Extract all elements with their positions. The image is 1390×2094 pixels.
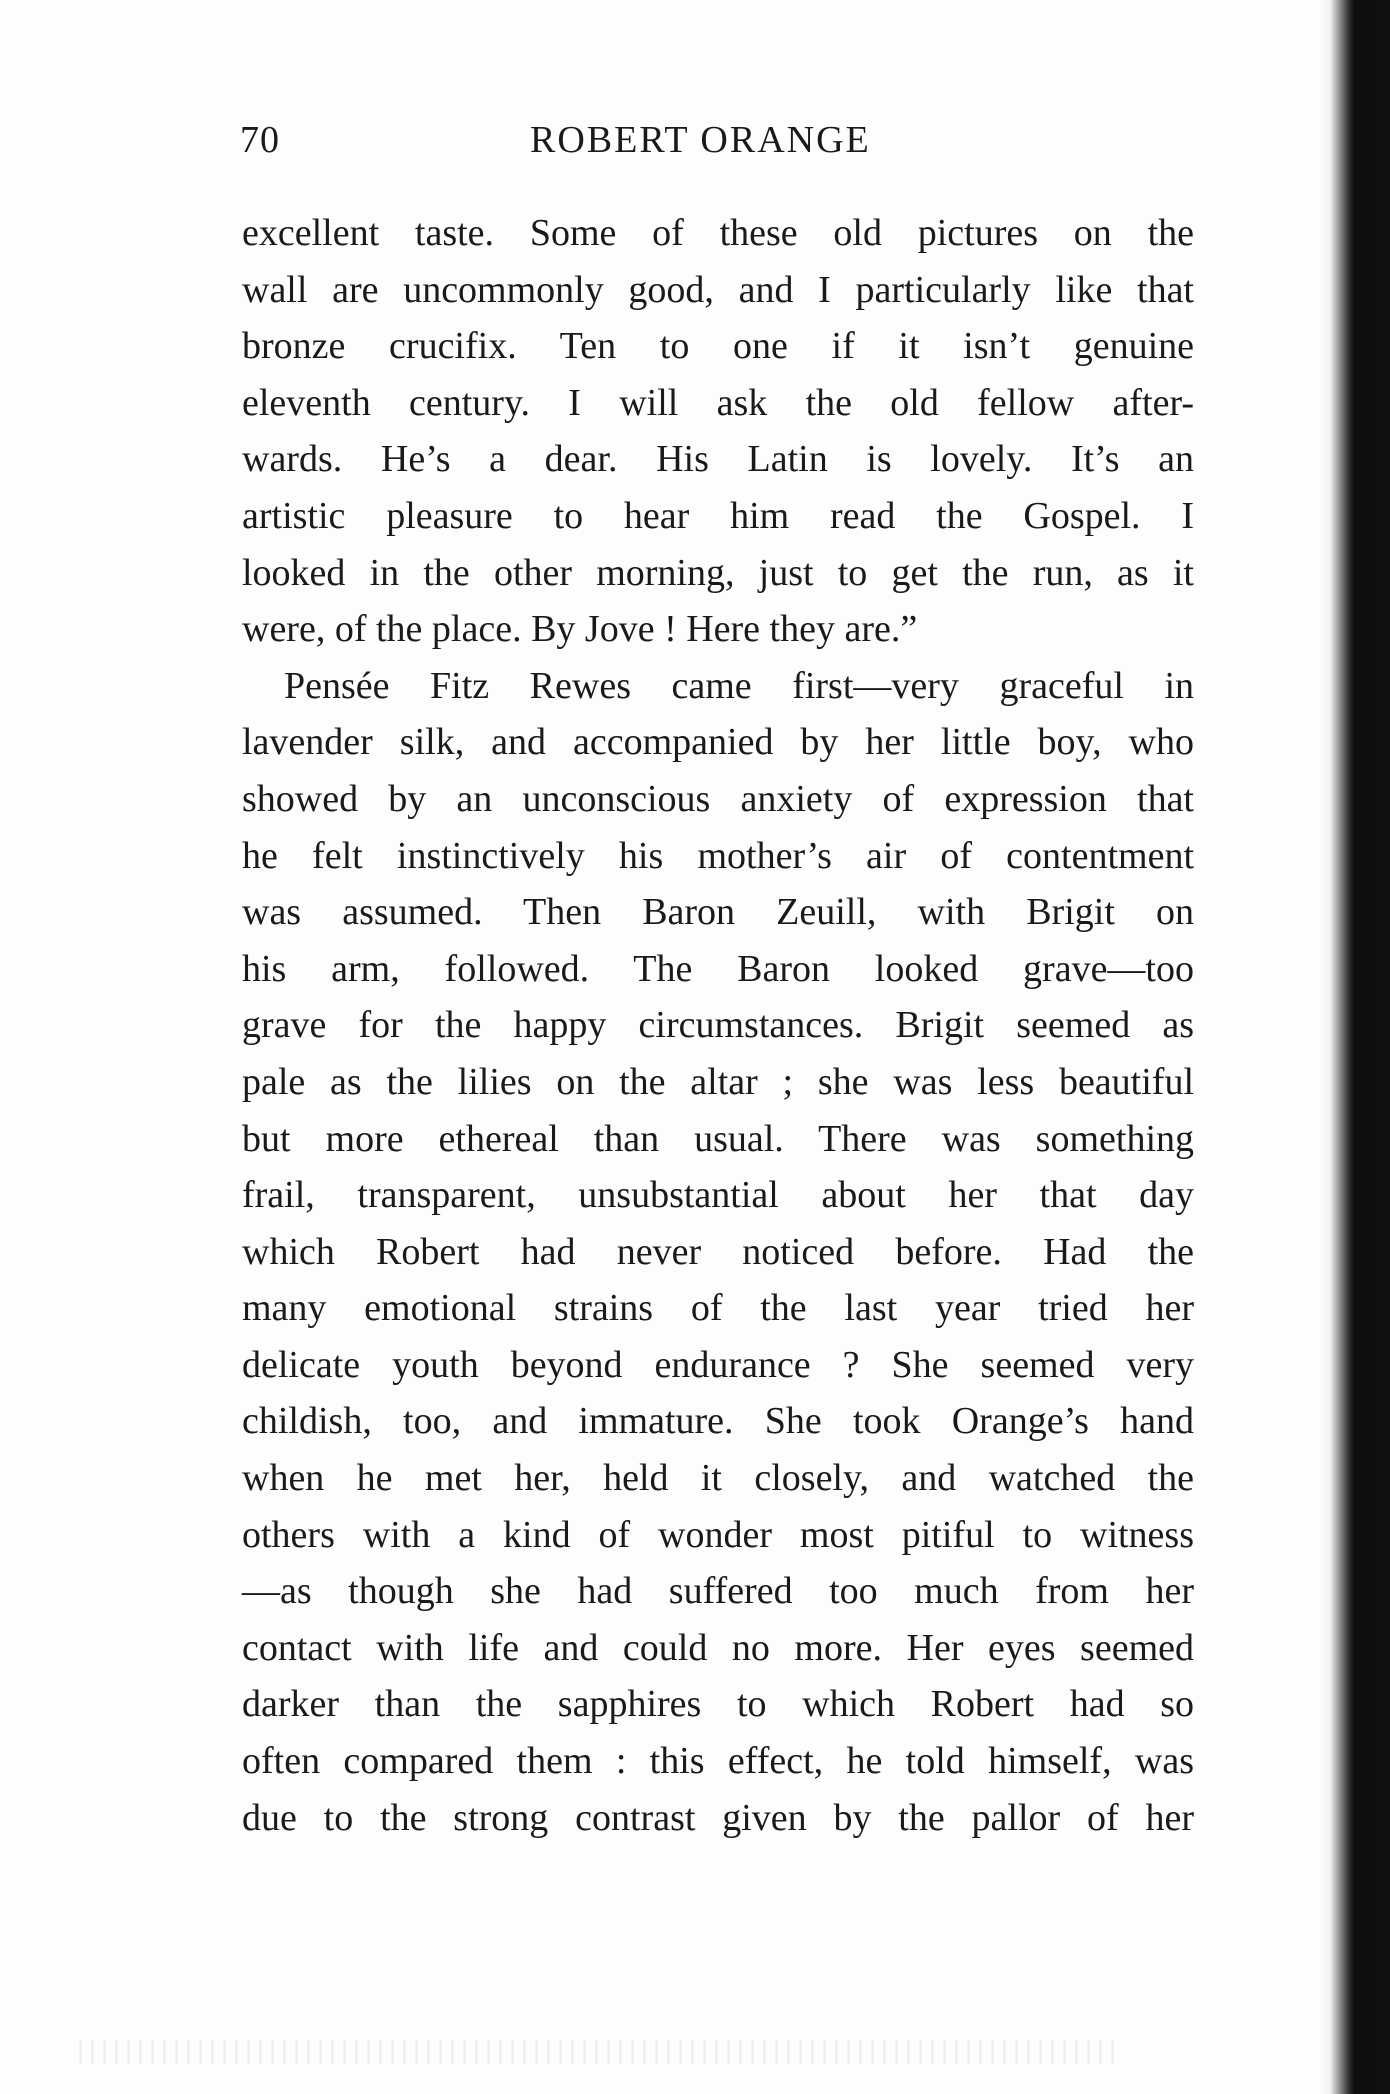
text-line: his arm, followed. The Baron looked grave—too <box>242 947 1194 990</box>
text-line: due to the strong contrast given by the pallor of her <box>242 1796 1194 1839</box>
text-line: —as though she had suffered too much from her <box>242 1570 1194 1613</box>
text-line: delicate youth beyond endurance ? She seemed very <box>242 1343 1194 1386</box>
text-line: excellent taste. Some of these old pictures on the <box>242 212 1194 254</box>
text-line: many emotional strains of the last year tried her <box>242 1287 1194 1330</box>
text-line: darker than the sapphires to which Robert had so <box>242 1683 1194 1726</box>
text-line: frail, transparent, unsubstantial about her that day <box>242 1174 1194 1217</box>
text-line: looked in the other morning, just to get the run, as it <box>242 551 1194 594</box>
text-line: showed by an unconscious anxiety of expression that <box>242 777 1194 820</box>
text-line: often compared them : this effect, he told himself, was <box>242 1740 1194 1783</box>
text-line: were, of the place. By Jove ! Here they are.” <box>242 608 918 651</box>
paragraph-start-line: Pensée Fitz Rewes came first—very graceful in <box>284 664 1194 707</box>
page-binding-edge <box>1320 0 1390 2094</box>
scan-bleed-through <box>70 2040 1120 2064</box>
text-line: he felt instinctively his mother’s air of contentment <box>242 834 1194 877</box>
text-line: bronze crucifix. Ten to one if it isn’t genuine <box>242 325 1194 368</box>
text-line: but more ethereal than usual. There was something <box>242 1117 1194 1160</box>
running-head <box>240 118 1200 174</box>
text-line: was assumed. Then Baron Zeuill, with Brigit on <box>242 891 1194 934</box>
running-title: ROBERT ORANGE <box>530 119 871 161</box>
page-number: 70 <box>240 119 280 161</box>
text-line: others with a kind of wonder most pitiful to witness <box>242 1513 1194 1556</box>
text-line: eleventh century. I will ask the old fellow after- <box>242 381 1194 424</box>
body-text <box>242 205 1194 1846</box>
text-line: pale as the lilies on the altar ; she was less beautiful <box>242 1060 1194 1103</box>
text-line: wards. He’s a dear. His Latin is lovely. It’s an <box>242 438 1194 481</box>
text-line: lavender silk, and accompanied by her little boy, who <box>242 721 1194 764</box>
text-line: when he met her, held it closely, and watched the <box>242 1457 1194 1500</box>
text-line: artistic pleasure to hear him read the Gospel. I <box>242 494 1194 537</box>
text-line: grave for the happy circumstances. Brigit seemed as <box>242 1004 1194 1047</box>
text-line: contact with life and could no more. Her eyes seemed <box>242 1626 1194 1669</box>
text-line: wall are uncommonly good, and I particularly like that <box>242 268 1194 311</box>
text-line: which Robert had never noticed before. Had the <box>242 1230 1194 1273</box>
text-line: childish, too, and immature. She took Orange’s hand <box>242 1400 1194 1443</box>
